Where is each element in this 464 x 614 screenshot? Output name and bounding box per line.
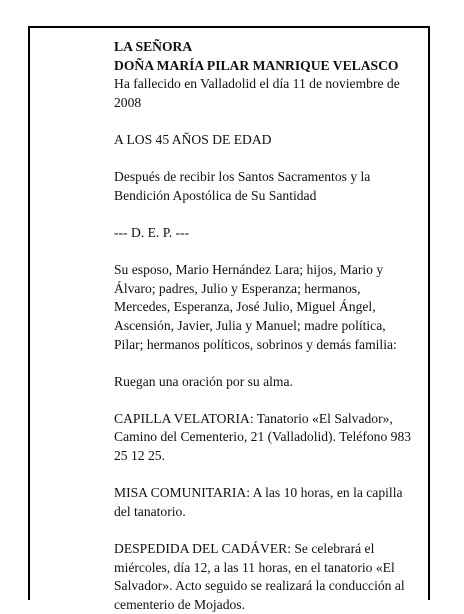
obituary-text [114, 38, 414, 614]
age-line: A LOS 45 AÑOS DE EDAD [114, 131, 272, 147]
obituary-title: LA SEÑORA [114, 39, 193, 54]
chapel-paragraph: CAPILLA VELATORIA: Tanatorio «El Salvador», Camino del Cementerio, 21 (Valladolid). Teléfono 983 25 12 25. [114, 410, 412, 464]
deceased-name: DOÑA MARÍA PILAR MANRIQUE VELASCO [114, 57, 399, 73]
rip-line: --- D. E. P. --- [114, 224, 190, 240]
farewell-paragraph: DESPEDIDA DEL CADÁVER: Se celebrará el miércoles, día 12, a las 11 horas, en el tanatorio «El Salvador». Acto seguido se realizará la conducción al cementerio de Mojados. [114, 541, 405, 612]
family-paragraph: Su esposo, Mario Hernández Lara; hijos, Mario y Álvaro; padres, Julio y Esperanza; hermanos, Mercedes, Esperanza, José Julio, Miguel Ángel, Ascensión, Javier, Julia y Manuel; madre política, Pilar; hermanos políticos, sobrinos y demás familia: [114, 262, 397, 352]
death-notice: Ha fallecido en Valladolid el día 11 de noviembre de 2008 [114, 76, 400, 110]
prayer-line: Ruegan una oración por su alma. [114, 373, 293, 389]
mass-paragraph: MISA COMUNITARIA: A las 10 horas, en la capilla del tanatorio. [114, 485, 403, 519]
sacraments-line: Después de recibir los Santos Sacramentos y la Bendición Apostólica de Su Santidad [114, 169, 371, 203]
